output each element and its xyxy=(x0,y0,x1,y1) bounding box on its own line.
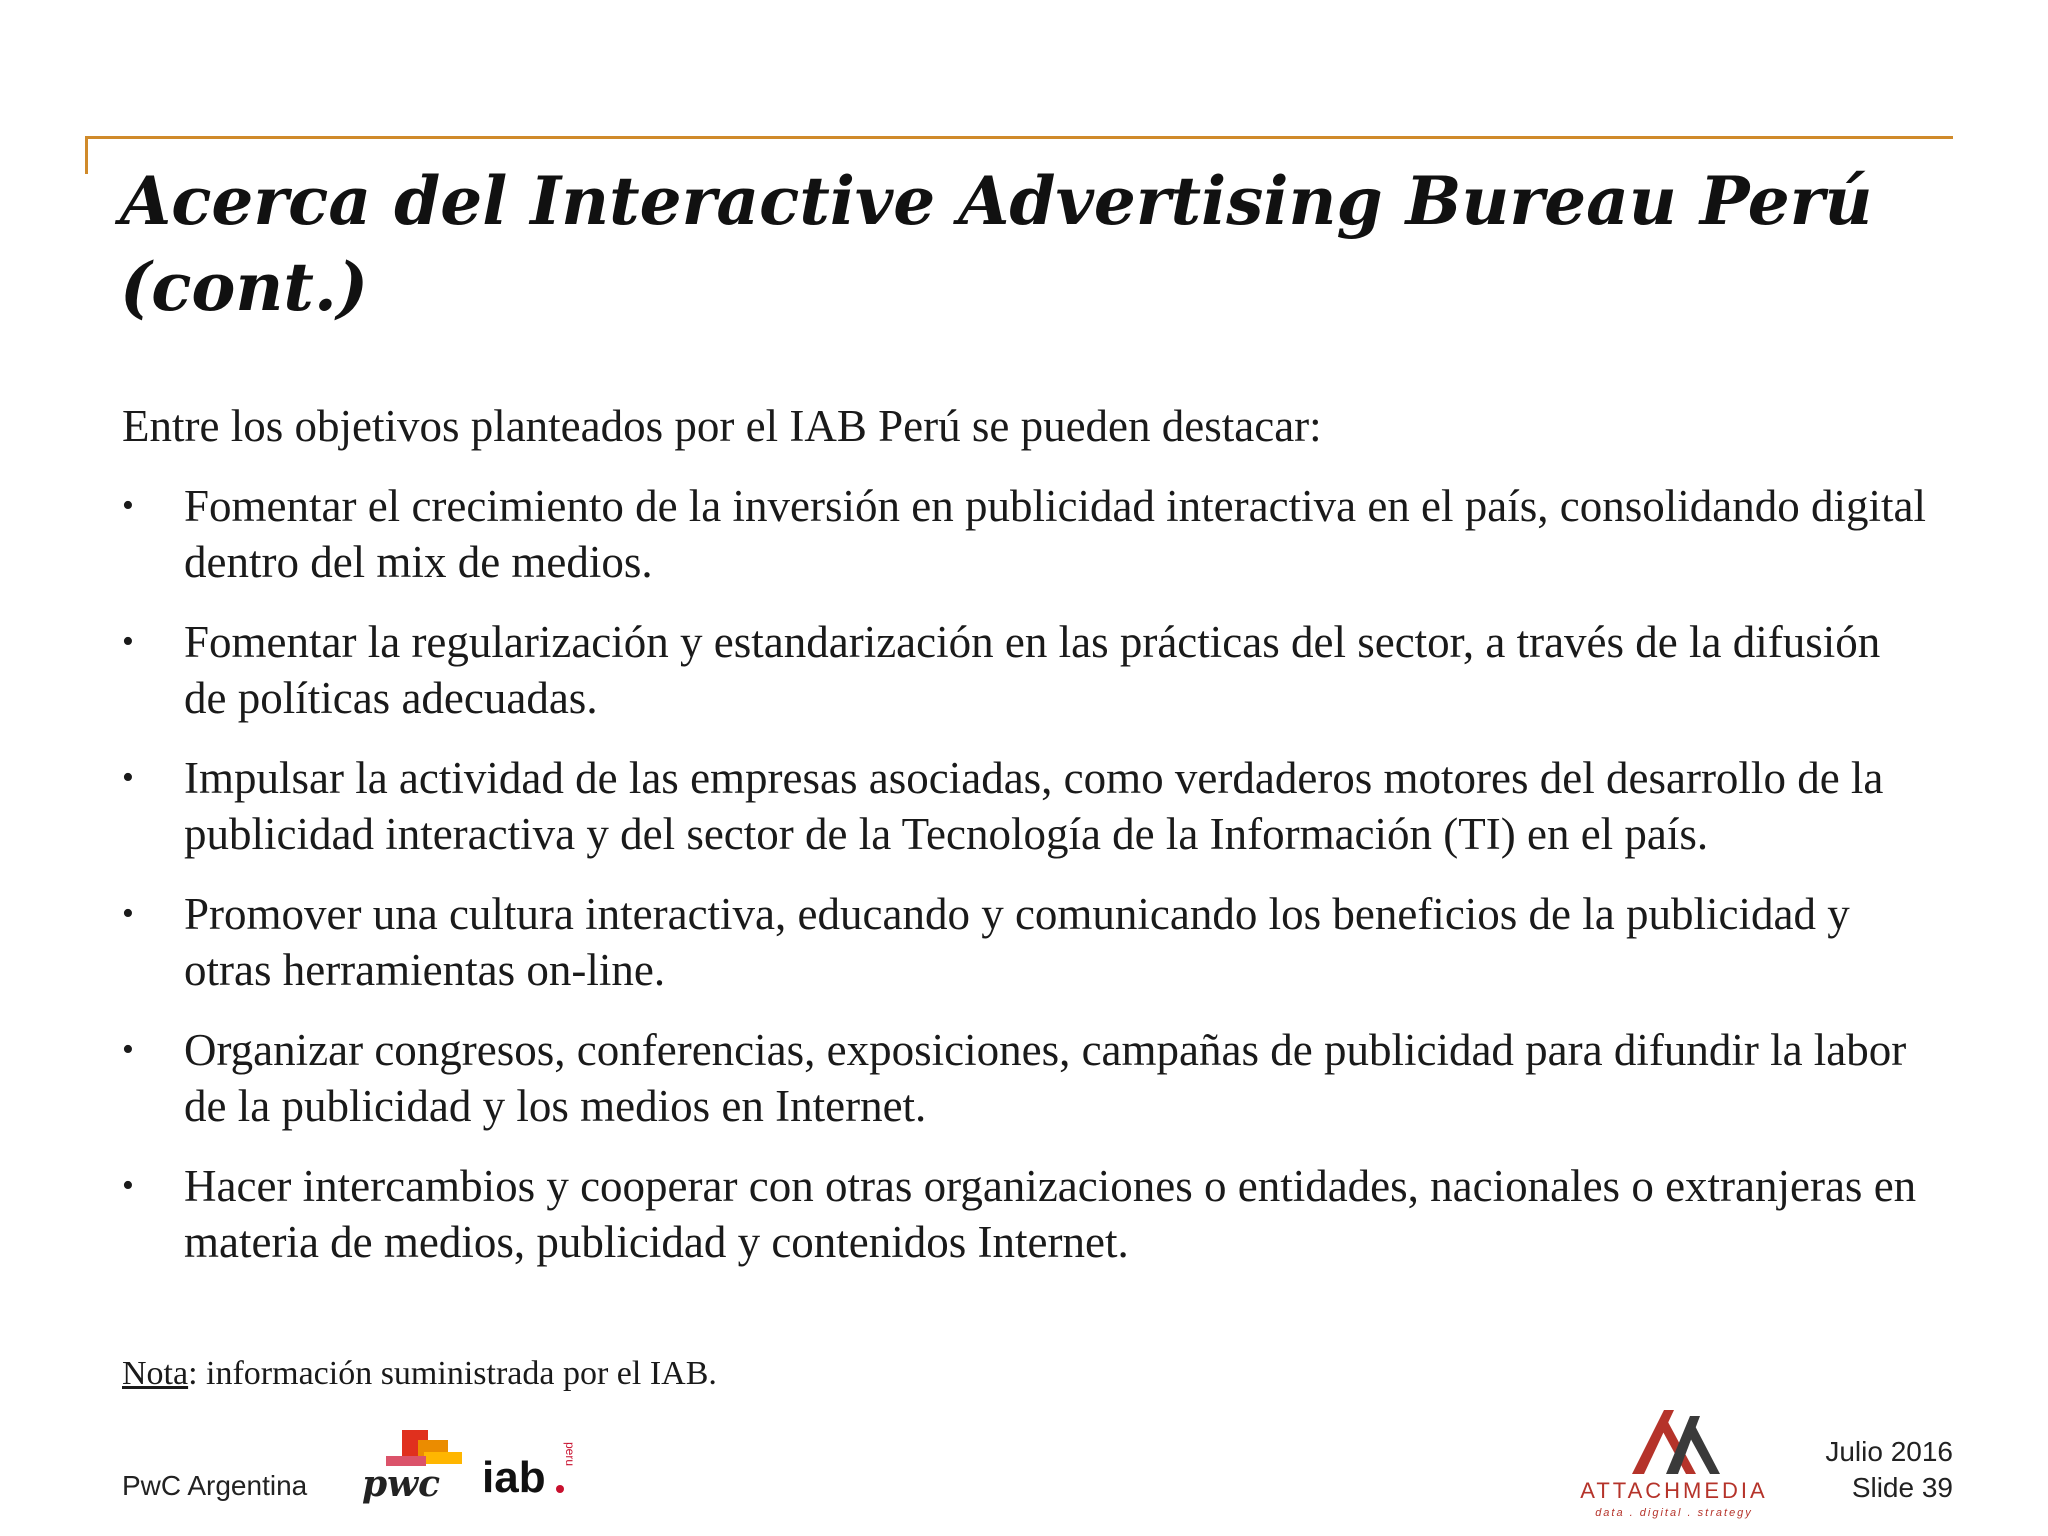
bullet-icon: • xyxy=(122,623,134,660)
source-note xyxy=(122,1352,717,1396)
list-item-text: Promover una cultura interactiva, educando y comunicando los beneficios de la publicidad y otras herramientas on-line. xyxy=(184,889,1850,995)
bullet-icon: • xyxy=(122,895,134,932)
iab-logo-dot xyxy=(556,1485,564,1493)
bullet-icon: • xyxy=(122,1167,134,1204)
list-item xyxy=(122,886,1932,998)
iab-peru-logo xyxy=(482,1440,577,1502)
note-text: : información suministrada por el IAB. xyxy=(188,1355,717,1392)
title-rule-top xyxy=(85,136,1953,139)
list-item-text: Organizar congresos, conferencias, exposiciones, campañas de publicidad para difundir la labor de la publicidad y los medios en Internet. xyxy=(184,1025,1907,1131)
footer-slide-number: Slide 39 xyxy=(1851,1472,1953,1503)
iab-logo-suffix: peru xyxy=(563,1442,577,1467)
list-item xyxy=(122,750,1932,862)
intro-text: Entre los objetivos planteados por el IAB Perú se pueden destacar: xyxy=(122,401,1322,451)
list-item-text: Hacer intercambios y cooperar con otras organizaciones o entidades, nacionales o extranjeras en materia de medios, publicidad y contenidos Internet. xyxy=(184,1161,1917,1267)
list-item xyxy=(122,614,1932,726)
objectives-list xyxy=(122,478,1932,1294)
slide-title: Acerca del Interactive Advertising Bureau Perú (cont.) xyxy=(120,162,1873,326)
footer-meta xyxy=(1825,1434,1953,1506)
list-item-text: Impulsar la actividad de las empresas asociadas, como verdaderos motores del desarrollo de la publicidad interactiva y del sector de la Tecnología de la Información (TI) en el país. xyxy=(184,753,1884,859)
bullet-icon: • xyxy=(122,487,134,524)
attach-logo-tagline: data . digital . strategy xyxy=(1595,1507,1753,1519)
attach-logo-shape xyxy=(1688,1424,1720,1474)
attach-logo-text: ATTACHMEDIA xyxy=(1580,1478,1768,1503)
footer-organization: PwC Argentina xyxy=(122,1470,308,1501)
list-item xyxy=(122,478,1932,590)
list-item xyxy=(122,1158,1932,1270)
footer-date: Julio 2016 xyxy=(1825,1436,1953,1467)
pwc-logo-text: pwc xyxy=(362,1463,441,1505)
attachmedia-logo xyxy=(1570,1404,1778,1520)
bullet-icon: • xyxy=(122,1031,134,1068)
attach-logo-shape xyxy=(1632,1410,1674,1474)
iab-logo-text: iab xyxy=(482,1453,546,1502)
pwc-logo xyxy=(362,1428,470,1505)
title-rule-left xyxy=(85,136,88,174)
list-item xyxy=(122,1022,1932,1134)
list-item-text: Fomentar la regularización y estandarización en las prácticas del sector, a través de la difusión de políticas adecuadas. xyxy=(184,617,1881,723)
note-label: Nota xyxy=(122,1355,189,1392)
list-item-text: Fomentar el crecimiento de la inversión en publicidad interactiva en el país, consolidando digital dentro del mix de medios. xyxy=(184,481,1926,587)
bullet-icon: • xyxy=(122,759,134,796)
